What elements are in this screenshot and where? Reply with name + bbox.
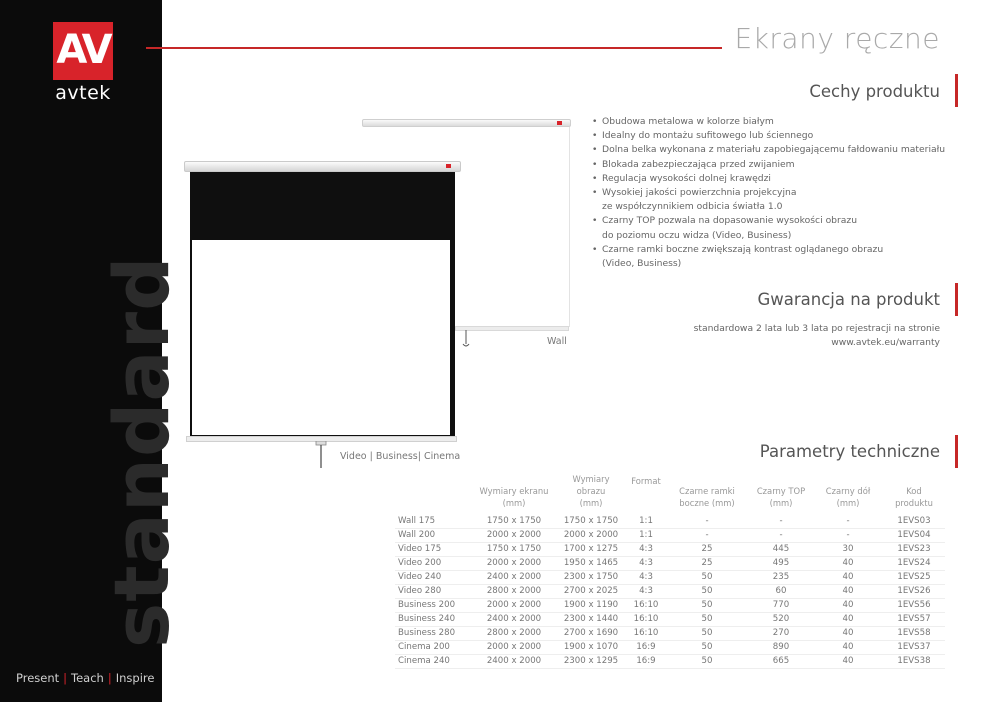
model-cell: Cinema 200	[395, 640, 473, 654]
feature-item: • Dolna belka wykonana z materiału zapobiegającemu fałdowaniu materiału	[592, 143, 945, 157]
slogan-divider: |	[63, 671, 68, 685]
table-cell: 30	[813, 542, 883, 556]
features-marker	[955, 74, 958, 107]
table-cell: 1EVS03	[883, 514, 945, 528]
slogan-present: Present	[16, 671, 60, 685]
table-cell: 1EVS26	[883, 584, 945, 598]
slogan-teach: Teach	[71, 671, 104, 685]
column-header: Wymiary obrazu (mm)	[572, 474, 610, 508]
table-cell: 2400 x 2000	[473, 570, 555, 584]
table-cell: 40	[813, 640, 883, 654]
table-cell: 2000 x 2000	[473, 640, 555, 654]
table-cell: 50	[665, 598, 749, 612]
video-screen-housing	[184, 161, 461, 172]
slogan-divider: |	[107, 671, 112, 685]
slogan-inspire: Inspire	[115, 671, 155, 685]
table-cell: -	[813, 528, 883, 542]
model-cell: Video 200	[395, 556, 473, 570]
table-cell: 60	[749, 584, 813, 598]
header-rule	[146, 47, 722, 49]
table-row	[395, 640, 945, 654]
housing-logo-icon	[557, 121, 562, 125]
table-cell: 2000 x 2000	[473, 556, 555, 570]
model-cell: Cinema 240	[395, 654, 473, 668]
table-cell: 1950 x 1465	[555, 556, 627, 570]
table-cell: 1EVS23	[883, 542, 945, 556]
table-cell: 2000 x 2000	[473, 598, 555, 612]
table-cell: 2300 x 1440	[555, 612, 627, 626]
table-cell: 4:3	[627, 570, 665, 584]
feature-item: • Regulacja wysokości dolnej krawędzi	[592, 172, 945, 186]
pull-handle-icon	[461, 330, 471, 348]
feature-item: • Idealny do montażu sufitowego lub ściennego	[592, 129, 945, 143]
table-row	[395, 528, 945, 542]
warranty-marker	[955, 283, 958, 316]
logo-mark: AV	[56, 27, 110, 73]
table-cell: -	[749, 528, 813, 542]
table-cell: 2000 x 2000	[473, 528, 555, 542]
table-cell: -	[749, 514, 813, 528]
spec-table	[395, 473, 945, 669]
video-screen-label: Video | Business| Cinema	[340, 451, 461, 462]
table-cell: 40	[813, 612, 883, 626]
table-cell: 495	[749, 556, 813, 570]
wall-screen-housing	[362, 119, 571, 127]
table-cell: 235	[749, 570, 813, 584]
table-cell: 445	[749, 542, 813, 556]
column-header: Czarny dół (mm)	[825, 486, 871, 508]
table-cell: 2300 x 1295	[555, 654, 627, 668]
table-cell: 40	[813, 654, 883, 668]
series-name: standard	[97, 255, 186, 648]
avtek-logo	[53, 22, 113, 80]
warranty-heading: Gwarancja na produkt	[757, 290, 940, 309]
table-cell: -	[813, 514, 883, 528]
table-cell: 50	[665, 654, 749, 668]
table-cell: 40	[813, 584, 883, 598]
column-header: Czarny TOP (mm)	[756, 486, 806, 508]
column-header	[395, 473, 473, 514]
table-cell: 16:9	[627, 654, 665, 668]
table-cell: 770	[749, 598, 813, 612]
model-cell: Business 240	[395, 612, 473, 626]
table-cell: 1EVS37	[883, 640, 945, 654]
table-cell: 4:3	[627, 584, 665, 598]
table-cell: 665	[749, 654, 813, 668]
logo-wordmark: avtek	[55, 82, 111, 104]
table-row	[395, 598, 945, 612]
features-heading: Cechy produktu	[809, 82, 940, 101]
table-cell: 25	[665, 542, 749, 556]
slogan	[16, 671, 154, 685]
table-cell: 1700 x 1275	[555, 542, 627, 556]
page-title: Ekrany ręczne	[734, 22, 940, 55]
video-screen-surface	[192, 240, 450, 435]
feature-item: • Obudowa metalowa w kolorze białym	[592, 115, 945, 129]
table-cell: 50	[665, 640, 749, 654]
table-cell: 40	[813, 598, 883, 612]
model-cell: Wall 200	[395, 528, 473, 542]
table-cell: 2400 x 2000	[473, 612, 555, 626]
warranty-text	[694, 322, 940, 350]
table-cell: 1EVS25	[883, 570, 945, 584]
column-header: Format	[631, 476, 661, 486]
warranty-line: standardowa 2 lata lub 3 lata po rejestracji na stronie	[693, 323, 940, 334]
housing-logo-icon	[446, 164, 451, 168]
table-cell: 1750 x 1750	[473, 514, 555, 528]
table-cell: 1:1	[627, 528, 665, 542]
table-cell: 50	[665, 626, 749, 640]
wall-screen-bottom-bar	[455, 326, 569, 331]
table-cell: -	[665, 528, 749, 542]
table-cell: 2400 x 2000	[473, 654, 555, 668]
table-row	[395, 556, 945, 570]
table-cell: 1EVS56	[883, 598, 945, 612]
table-cell: 1900 x 1070	[555, 640, 627, 654]
table-cell: 1EVS57	[883, 612, 945, 626]
table-cell: 2700 x 2025	[555, 584, 627, 598]
column-header: Wymiary ekranu (mm)	[479, 486, 549, 508]
table-cell: 4:3	[627, 542, 665, 556]
table-header-row	[395, 473, 945, 514]
feature-item: • Czarny TOP pozwala na dopasowanie wysokości obrazu do poziomu oczu widza (Video, Business)	[592, 214, 945, 242]
table-row	[395, 514, 945, 528]
table-cell: 1750 x 1750	[473, 542, 555, 556]
table-cell: 520	[749, 612, 813, 626]
table-row	[395, 612, 945, 626]
features-list	[592, 115, 945, 271]
feature-item: • Wysokiej jakości powierzchnia projekcyjna ze współczynnikiem odbicia światła 1.0	[592, 186, 945, 214]
table-row	[395, 654, 945, 668]
table-cell: 50	[665, 570, 749, 584]
table-cell: 1EVS38	[883, 654, 945, 668]
model-cell: Business 200	[395, 598, 473, 612]
table-cell: 2300 x 1750	[555, 570, 627, 584]
pull-handle-icon	[315, 441, 327, 469]
table-row	[395, 570, 945, 584]
table-cell: 16:10	[627, 626, 665, 640]
table-cell: 2700 x 1690	[555, 626, 627, 640]
table-cell: 40	[813, 570, 883, 584]
table-cell: -	[665, 514, 749, 528]
table-cell: 1EVS04	[883, 528, 945, 542]
table-cell: 1EVS58	[883, 626, 945, 640]
warranty-url: www.avtek.eu/warranty	[831, 337, 940, 348]
table-cell: 270	[749, 626, 813, 640]
specs-heading: Parametry techniczne	[759, 442, 940, 461]
table-cell: 2000 x 2000	[555, 528, 627, 542]
table-cell: 50	[665, 612, 749, 626]
table-cell: 16:10	[627, 598, 665, 612]
table-cell: 40	[813, 556, 883, 570]
model-cell: Wall 175	[395, 514, 473, 528]
table-row	[395, 584, 945, 598]
table-cell: 25	[665, 556, 749, 570]
table-cell: 2800 x 2000	[473, 584, 555, 598]
table-cell: 1900 x 1190	[555, 598, 627, 612]
model-cell: Business 280	[395, 626, 473, 640]
table-cell: 16:10	[627, 612, 665, 626]
table-cell: 890	[749, 640, 813, 654]
table-cell: 1750 x 1750	[555, 514, 627, 528]
table-row	[395, 626, 945, 640]
column-header: Czarne ramki boczne (mm)	[679, 486, 735, 508]
table-cell: 1:1	[627, 514, 665, 528]
table-cell: 40	[813, 626, 883, 640]
model-cell: Video 175	[395, 542, 473, 556]
table-cell: 16:9	[627, 640, 665, 654]
table-cell: 1EVS24	[883, 556, 945, 570]
table-cell: 4:3	[627, 556, 665, 570]
feature-item: • Blokada zabezpieczająca przed zwijaniem	[592, 158, 945, 172]
table-row	[395, 542, 945, 556]
table-cell: 2800 x 2000	[473, 626, 555, 640]
column-header: Kod produktu	[895, 486, 933, 508]
specs-marker	[955, 435, 958, 468]
model-cell: Video 280	[395, 584, 473, 598]
model-cell: Video 240	[395, 570, 473, 584]
wall-screen-label: Wall	[547, 336, 567, 347]
feature-item: • Czarne ramki boczne zwiększają kontrast oglądanego obrazu (Video, Business)	[592, 243, 945, 271]
table-cell: 50	[665, 584, 749, 598]
